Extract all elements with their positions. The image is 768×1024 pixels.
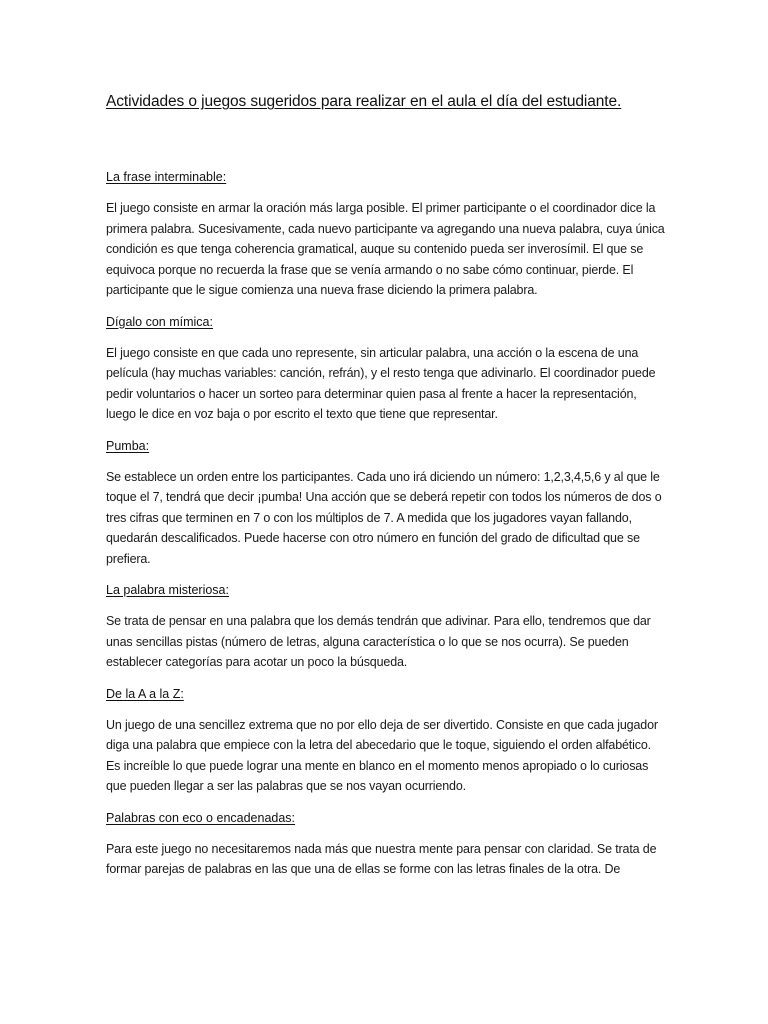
section-frase-interminable xyxy=(106,167,668,301)
section-paragraph: El juego consiste en armar la oración más larga posible. El primer participante o el coordinador dice la primera palabra. Sucesivamente, cada nuevo participante va agregando una nueva palabra, cuya única condición es que tenga coherencia gramatical, auque su contenido pueda ser inverosímil. El que se equivoca porque no recuerda la frase que se venía armando o no sabe cómo continuar, pierde. El participante que le sigue comienza una nueva frase diciendo la primera palabra. xyxy=(106,201,665,297)
section-paragraph: Para este juego no necesitaremos nada más que nuestra mente para pensar con claridad. Se trata de formar parejas de palabras en las que una de ellas se forme con las letras finales de la otra. De xyxy=(106,841,657,876)
section-heading: La frase interminable: xyxy=(106,170,227,184)
section-paragraph: Se trata de pensar en una palabra que los demás tendrán que adivinar. Para ello, tendremos que dar unas sencillas pistas (número de letras, alguna característica o lo que se nos ocurra). Se pueden establecer categorías para acotar un poco la búsqueda. xyxy=(106,614,651,669)
section-de-la-a-a-la-z xyxy=(106,684,668,797)
section-heading: La palabra misteriosa: xyxy=(106,583,229,597)
section-heading: De la A a la Z: xyxy=(106,686,184,701)
section-palabras-con-eco xyxy=(106,808,668,880)
section-palabra-misteriosa xyxy=(106,580,668,673)
section-pumba xyxy=(106,436,668,570)
section-paragraph: Un juego de una sencillez extrema que no por ello deja de ser divertido. Consiste en que cada jugador diga una palabra que empiece con la letra del abecedario que le toque, siguiendo el orden alfabético. Es increíble lo que puede lograr una mente en blanco en el momento menos apropiado o lo curiosas que pueden llegar a ser las palabras que se nos vayan ocurriendo. xyxy=(106,717,658,793)
document-title: Actividades o juegos sugeridos para realizar en el aula el día del estudiante. xyxy=(106,93,622,110)
section-heading: Pumba: xyxy=(106,438,150,453)
section-paragraph: Se establece un orden entre los participantes. Cada uno irá diciendo un número: 1,2,3,4,5,6 y al que le toque el 7, tendrá que decir ¡pumba! Una acción que se deberá repetir con todos los números de dos o tres cifras que terminen en 7 o con los múltiplos de 7. A medida que los jugadores vayan fallando, quedarán descalificados. Puede hacerse con otro número en función del grado de dificultad que se prefiera. xyxy=(106,469,662,566)
section-heading: Dígalo con mímica: xyxy=(106,314,213,329)
section-digalo-con-mimica xyxy=(106,312,668,425)
section-heading: Palabras con eco o encadenadas: xyxy=(106,810,296,825)
section-paragraph: El juego consiste en que cada uno represente, sin articular palabra, una acción o la escena de una película (hay muchas variables: canción, refrán), y el resto tenga que adivinarlo. El coordinador puede pedir voluntarios o hacer un sorteo para determinar quien pasa al frente a hacer la representación, luego le dice en voz baja o por escrito el texto que tiene que representar. xyxy=(106,345,656,421)
